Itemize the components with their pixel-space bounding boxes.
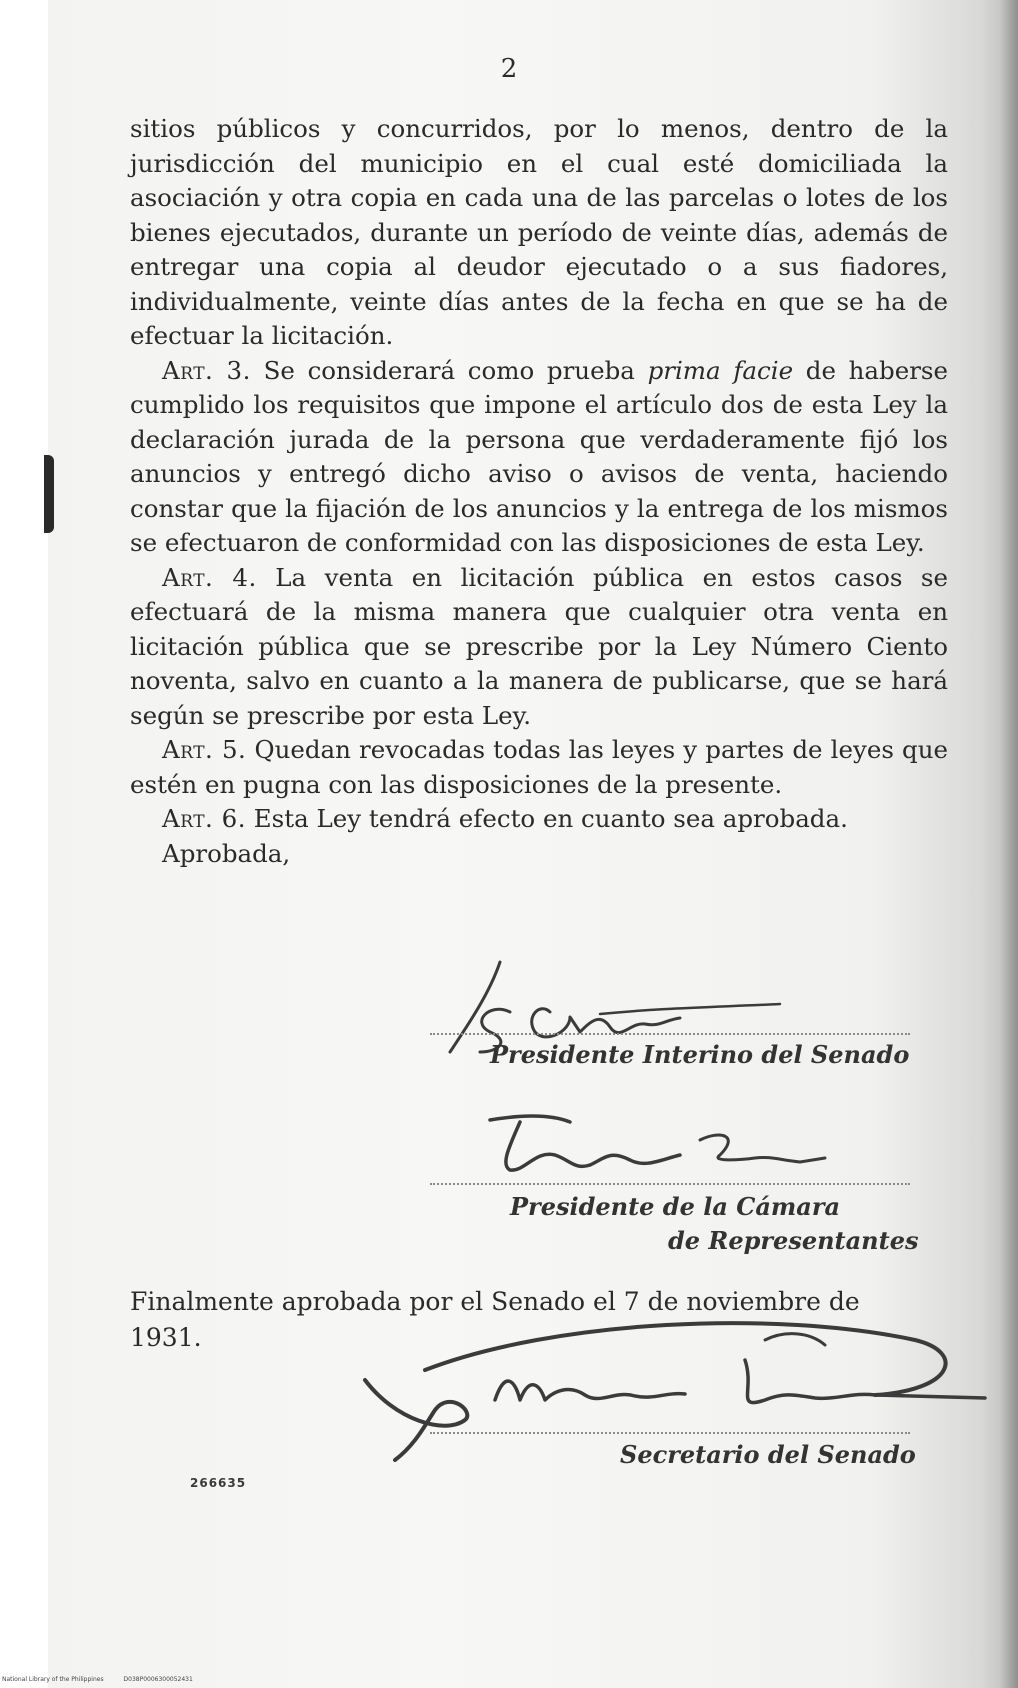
article-text: Esta Ley tendrá efecto en cuanto sea aprobada. [245,804,848,833]
page-gutter-shadow [1000,0,1018,1688]
article-6 [130,802,948,837]
final-approval-line-1: Finalmente aprobada por el Senado el 7 de noviembre de [130,1287,860,1316]
signature-line [430,1033,910,1035]
binding-mark [44,455,54,533]
library-name: National Library of the Philippines [2,1676,104,1683]
article-text: Se considerará como prueba [250,355,648,385]
page-number: 2 [500,54,518,84]
signature-line [430,1183,910,1185]
senate-secretary-caption: Secretario del Senado [620,1440,916,1469]
document-identifier: D038P0006300052431 [123,1676,193,1683]
article-4 [130,561,948,734]
senate-president-caption: Presidente Interino del Senado [490,1040,910,1069]
signature-line [430,1432,910,1434]
signature-house-president [480,1100,860,1190]
house-president-caption-1: Presidente de la Cámara [510,1192,841,1221]
article-text: de haberse cumplido los requisitos que impone el artículo dos de esta Ley la declaración jurada de la persona que verdaderamente fijó los anuncios y entregó dicho aviso o avisos de venta, haciendo constar que la fijación de los anuncios y la entrega de los mismos se efectuaron de conformidad con las disposiciones de esta Ley. [130,355,949,557]
print-code: 266635 [190,1476,247,1490]
paragraph-continuation: sitios públicos y concurridos, por lo menos, dentro de la jurisdicción del municipio en el cual esté domiciliada la asociación y otra copia en cada una de las parcelas o lotes de los bienes ejecutados, durante un período de veinte días, además de entregar una copia al deudor ejecutado o a sus fiadores, individualmente, veinte días antes de la fecha en que se ha de efectuar la licitación. [130,114,948,350]
article-label: Art. 4. [162,562,257,592]
approval-text: Aprobada, [162,838,291,868]
article-3 [130,354,948,561]
article-text: La venta en licitación pública en estos casos se efectuará de la misma manera que cualquier otra venta en licitación pública que se prescribe por la Ley Número Ciento noventa, salvo en cuanto a la manera de publicarse, que se hará según se prescribe por esta Ley. [130,562,948,730]
final-approval-year: 1931. [130,1323,202,1352]
article-label: Art. 6. [162,804,246,833]
archive-footer [2,1676,211,1683]
left-margin [0,0,48,1688]
article-5 [130,733,948,802]
house-president-caption-2: de Representantes [668,1226,919,1255]
italic-phrase: prima facie [647,355,794,385]
article-label: Art. 3. [162,355,251,385]
article-label: Art. 5. [162,735,247,764]
body-text [130,112,948,871]
article-text: Quedan revocadas todas las leyes y partes de leyes que estén en pugna con las disposiciones de la presente. [130,735,949,799]
